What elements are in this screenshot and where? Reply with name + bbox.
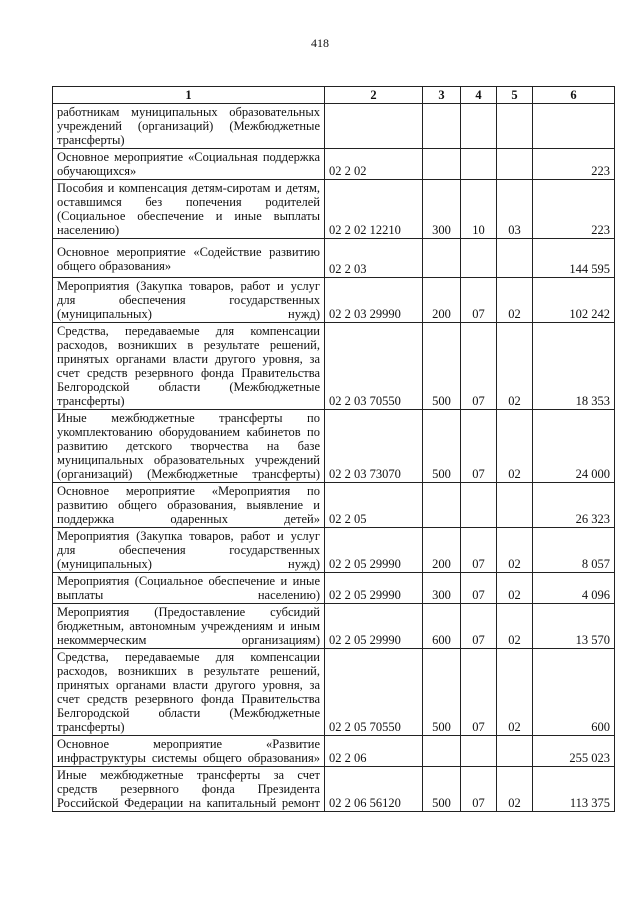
row-amount: 102 242 [533,278,615,323]
row-section: 07 [461,278,497,323]
row-subsection: 02 [497,323,533,410]
row-code: 02 2 05 29990 [325,604,423,649]
row-description: Мероприятия (Социальное обеспечение и иные выплаты населению) [53,573,325,604]
row-section: 07 [461,604,497,649]
row-amount: 13 570 [533,604,615,649]
row-section: 07 [461,323,497,410]
column-header: 4 [461,87,497,104]
row-expense-type [423,104,461,149]
row-subsection: 02 [497,278,533,323]
row-expense-type: 300 [423,180,461,239]
row-code: 02 2 05 29990 [325,573,423,604]
row-section: 07 [461,573,497,604]
table-row [53,149,615,180]
row-code: 02 2 03 73070 [325,410,423,483]
row-expense-type: 300 [423,573,461,604]
row-code: 02 2 03 [325,239,423,278]
row-amount: 600 [533,649,615,736]
column-header: 2 [325,87,423,104]
row-description: Основное мероприятие «Развитие инфраструктуры системы общего образования» [53,736,325,767]
row-subsection [497,239,533,278]
column-header: 6 [533,87,615,104]
row-subsection: 03 [497,180,533,239]
table-row [53,410,615,483]
row-description: Иные межбюджетные трансферты по укомплектованию оборудованием кабинетов по развитию детского творчества на базе муниципальных образовательных учреждений (организаций) (Межбюджетные трансферты) [53,410,325,483]
row-description: Иные межбюджетные трансферты за счет средств резервного фонда Президента Российской Федерации на капитальный ремонт [53,767,325,812]
row-expense-type: 200 [423,528,461,573]
row-description: Основное мероприятие «Социальная поддержка обучающихся» [53,149,325,180]
row-amount: 8 057 [533,528,615,573]
row-code: 02 2 05 29990 [325,528,423,573]
column-header: 5 [497,87,533,104]
row-subsection: 02 [497,649,533,736]
row-code: 02 2 05 70550 [325,649,423,736]
table-row [53,483,615,528]
row-expense-type: 500 [423,767,461,812]
row-code: 02 2 06 [325,736,423,767]
page-number: 418 [311,36,329,50]
column-header: 3 [423,87,461,104]
row-amount: 24 000 [533,410,615,483]
table-row [53,278,615,323]
row-expense-type [423,736,461,767]
row-description: Основное мероприятие «Содействие развитию общего образования» [53,239,325,278]
row-subsection [497,483,533,528]
row-amount: 113 375 [533,767,615,812]
row-amount: 144 595 [533,239,615,278]
row-amount: 4 096 [533,573,615,604]
row-amount: 255 023 [533,736,615,767]
row-expense-type: 600 [423,604,461,649]
row-subsection [497,736,533,767]
row-subsection [497,149,533,180]
row-section: 10 [461,180,497,239]
row-subsection: 02 [497,573,533,604]
row-subsection: 02 [497,528,533,573]
table-row [53,736,615,767]
row-code: 02 2 05 [325,483,423,528]
row-subsection [497,104,533,149]
table-row [53,323,615,410]
table-row [53,649,615,736]
row-amount: 26 323 [533,483,615,528]
row-code: 02 2 03 29990 [325,278,423,323]
table-row [53,180,615,239]
row-code: 02 2 06 56120 [325,767,423,812]
row-section: 07 [461,649,497,736]
row-subsection: 02 [497,604,533,649]
table-row [53,573,615,604]
row-description: Средства, передаваемые для компенсации расходов, возникших в результате решений, принятых органами власти другого уровня, за счет средств резервного фонда Правительства Белгородской области (Межбюджетные трансферты) [53,649,325,736]
row-description: Мероприятия (Предоставление субсидий бюджетным, автономным учреждениям и иным некоммерческим организациям) [53,604,325,649]
row-section [461,104,497,149]
row-code: 02 2 02 12210 [325,180,423,239]
row-section [461,239,497,278]
row-expense-type: 500 [423,323,461,410]
table-row [53,604,615,649]
row-description: Основное мероприятие «Мероприятия по развитию общего образования, выявление и поддержка одаренных детей» [53,483,325,528]
row-section: 07 [461,528,497,573]
row-amount: 223 [533,180,615,239]
table-row [53,239,615,278]
row-section [461,483,497,528]
row-amount: 18 353 [533,323,615,410]
row-expense-type: 500 [423,410,461,483]
budget-table [52,86,615,812]
row-description: Средства, передаваемые для компенсации расходов, возникших в результате решений, принятых органами власти другого уровня, за счет средств резервного фонда Правительства Белгородской области (Межбюджетные трансферты) [53,323,325,410]
table-row [53,528,615,573]
row-expense-type [423,239,461,278]
table-header-row [53,87,615,104]
table-row [53,104,615,149]
row-amount [533,104,615,149]
row-section: 07 [461,410,497,483]
row-code [325,104,423,149]
row-expense-type: 500 [423,649,461,736]
row-description: работникам муниципальных образовательных учреждений (организаций) (Межбюджетные трансферты) [53,104,325,149]
table-row [53,767,615,812]
row-expense-type: 200 [423,278,461,323]
row-subsection: 02 [497,767,533,812]
row-expense-type [423,149,461,180]
row-subsection: 02 [497,410,533,483]
row-expense-type [423,483,461,528]
column-header: 1 [53,87,325,104]
row-code: 02 2 02 [325,149,423,180]
row-section [461,736,497,767]
row-description: Пособия и компенсация детям-сиротам и детям, оставшимся без попечения родителей (Социальное обеспечение и иные выплаты населению) [53,180,325,239]
row-amount: 223 [533,149,615,180]
row-description: Мероприятия (Закупка товаров, работ и услуг для обеспечения государственных (муниципальных) нужд) [53,278,325,323]
row-section: 07 [461,767,497,812]
row-code: 02 2 03 70550 [325,323,423,410]
row-section [461,149,497,180]
row-description: Мероприятия (Закупка товаров, работ и услуг для обеспечения государственных (муниципальных) нужд) [53,528,325,573]
